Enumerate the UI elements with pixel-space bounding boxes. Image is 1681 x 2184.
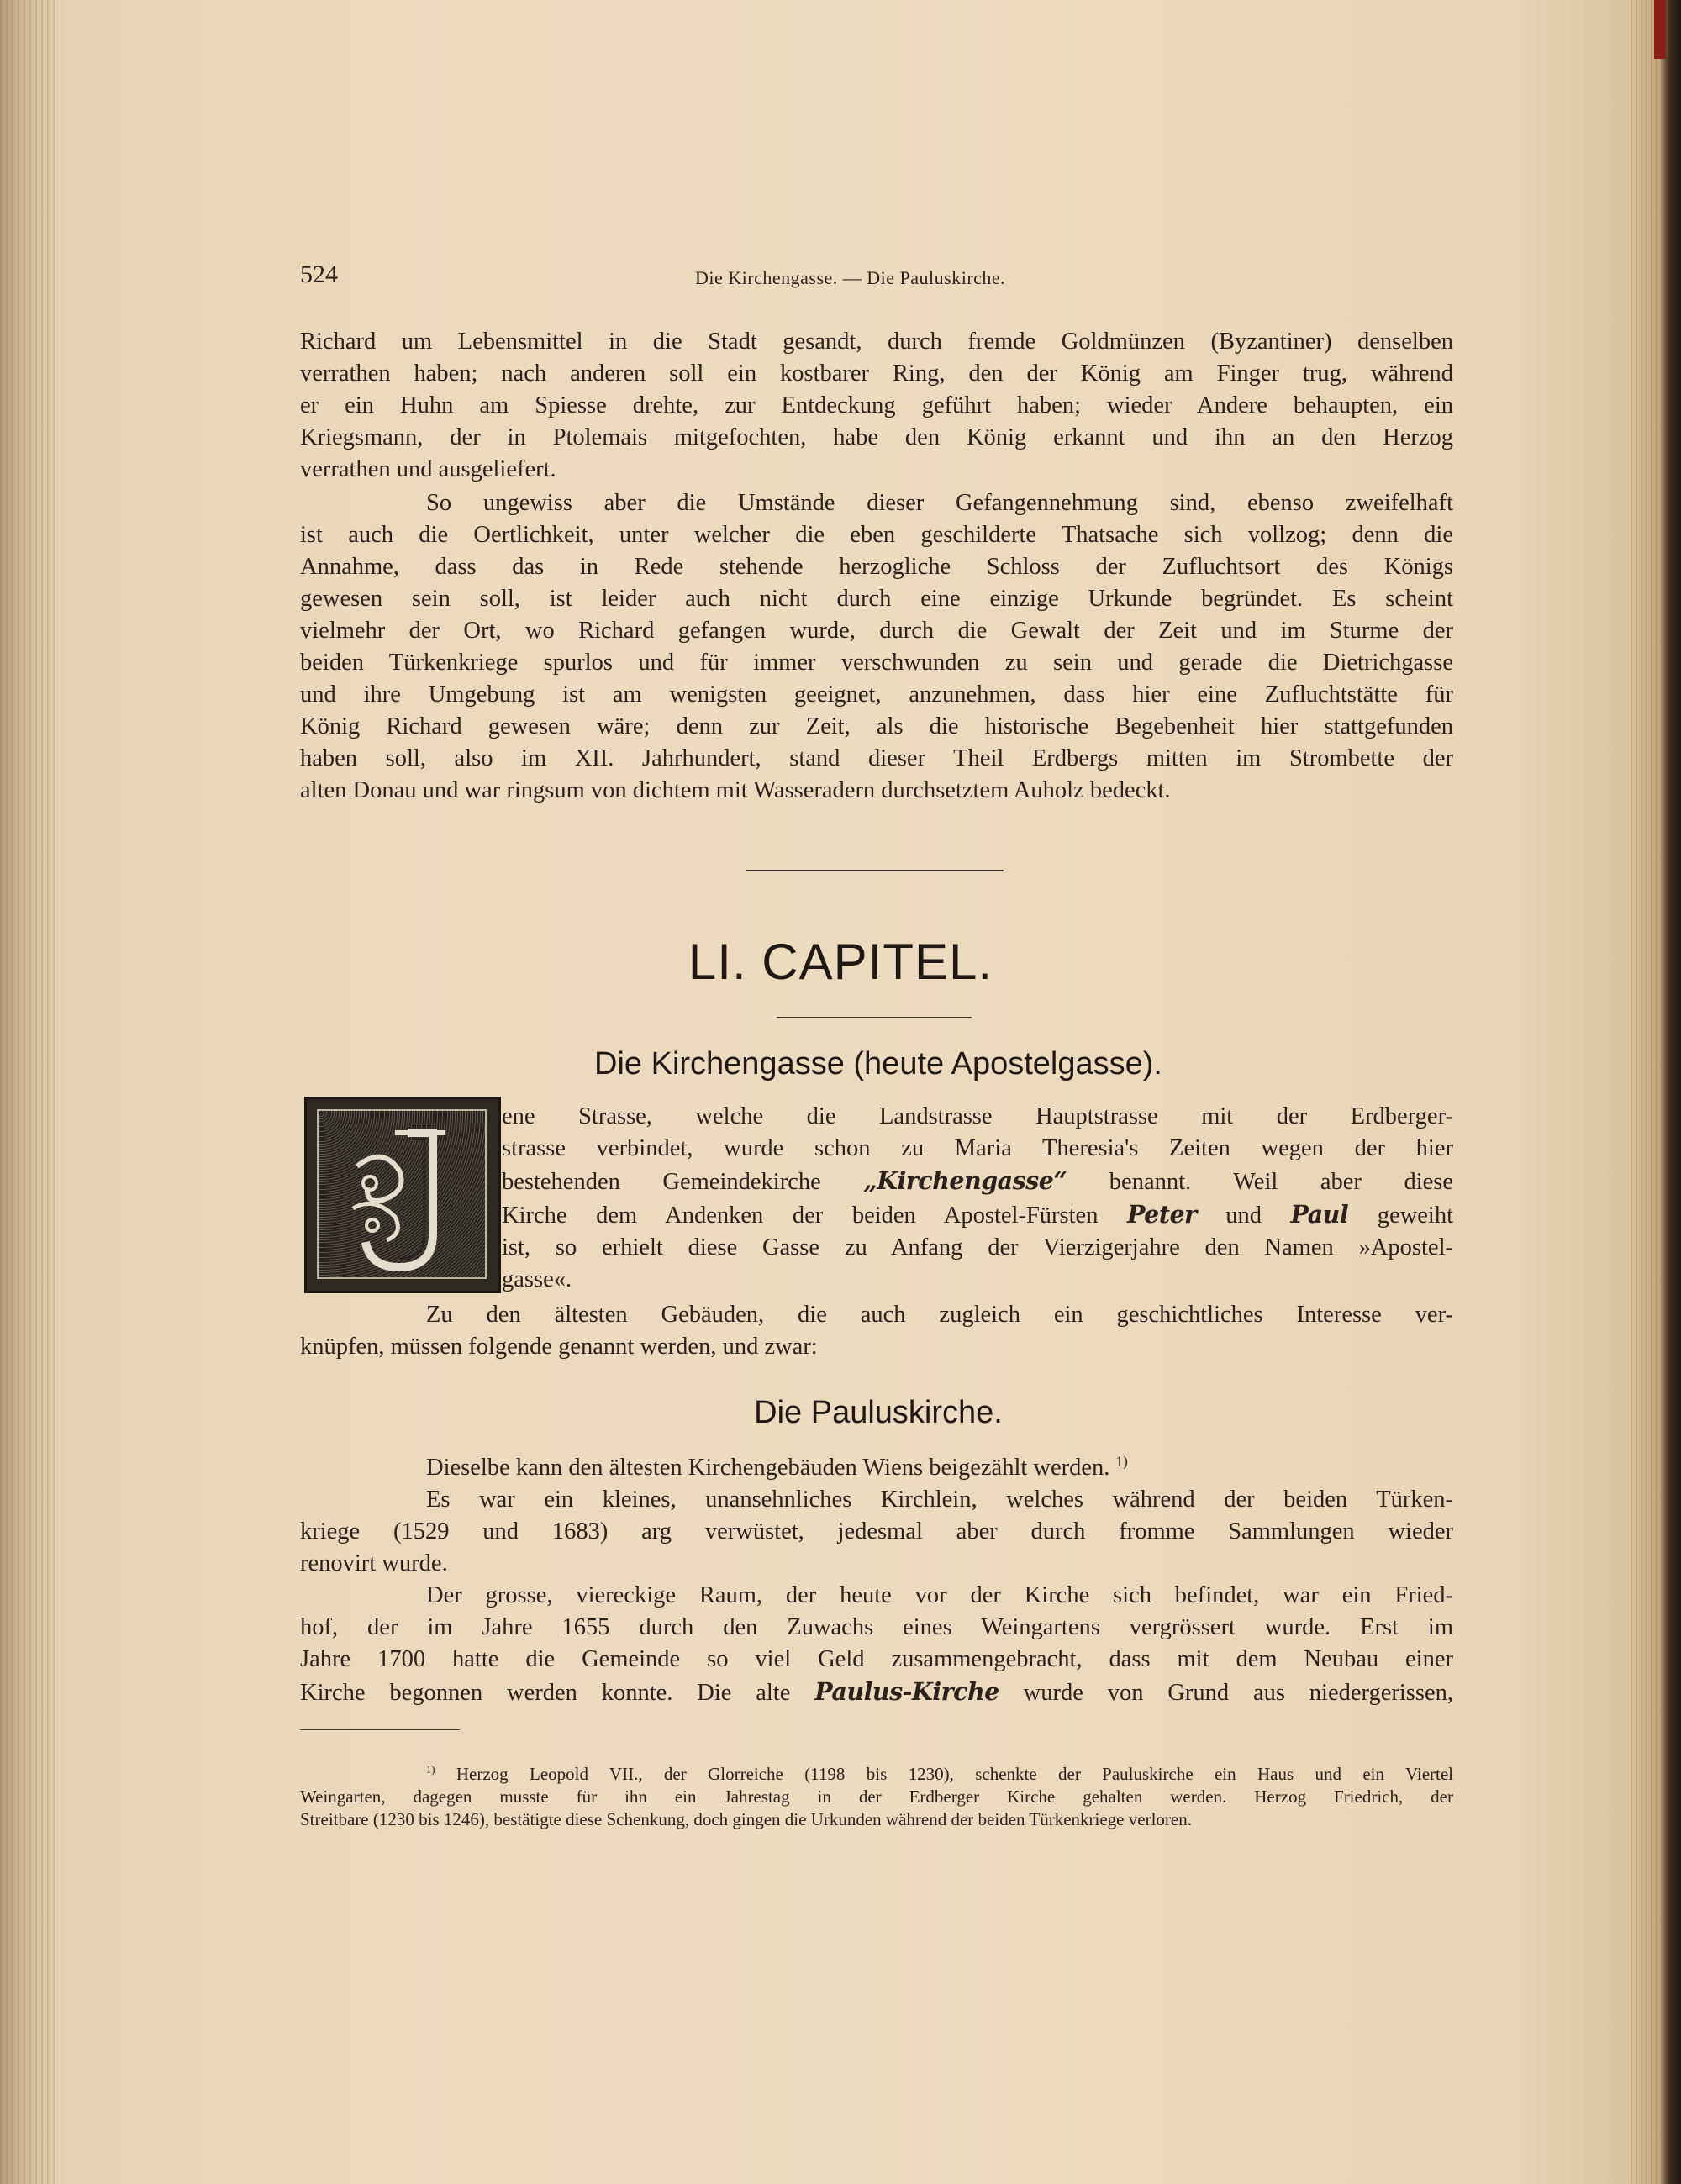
text-line: gewesen sein soll, ist leider auch nicht durch eine einzige Urkunde begründet. Es scheint — [300, 586, 1453, 612]
text-line: verrathen und ausgeliefert. — [300, 456, 556, 482]
text-segment: und — [1196, 1203, 1291, 1229]
left-page-edge — [0, 0, 59, 2184]
fraktur-name-paul: Paul — [1290, 1200, 1349, 1229]
buildings-paragraph — [300, 1299, 1453, 1363]
section-divider — [746, 870, 1004, 871]
text-segment: Herzog Leopold VII., der Glorreiche (1198 bis 1230), schenkte der Pauluskirche ein Haus und ein Viertel — [435, 1764, 1453, 1784]
footnote-line: Weingarten, dagegen musste für ihn ein Jahrestag in der Erdberger Kirche gehalten werden. Herzog Friedrich, der — [300, 1787, 1453, 1807]
footnote-rule — [300, 1729, 460, 1730]
text-line: beiden Türkenkriege spurlos und für immer verschwunden zu sein und gerade die Dietrichgasse — [300, 650, 1453, 676]
footnote-reference[interactable]: 1) — [1115, 1453, 1128, 1470]
text-line: kriege (1529 und 1683) arg verwüstet, jedesmal aber durch fromme Sammlungen wieder — [300, 1518, 1453, 1545]
intro-paragraph — [300, 326, 1453, 486]
ribbon-marker — [1654, 0, 1666, 59]
text-line: hof, der im Jahre 1655 durch den Zuwachs eines Weingartens vergrössert wurde. Erst im — [300, 1614, 1453, 1640]
text-line: Richard um Lebensmittel in die Stadt gesandt, durch fremde Goldmünzen (Byzantiner) denselben — [300, 329, 1453, 355]
decorative-initial — [304, 1097, 501, 1293]
text-line: haben soll, also im XII. Jahrhundert, stand dieser Theil Erdbergs mitten im Strombette der — [300, 745, 1453, 771]
text-line: und ihre Umgebung ist am wenigsten geeignet, anzunehmen, dass hier eine Zufluchtstätte für — [300, 682, 1453, 708]
right-page-edge — [1631, 0, 1668, 2184]
initial-letter-graphic — [307, 1099, 498, 1291]
running-title: Die Kirchengasse. — Die Pauluskirche. — [695, 267, 1006, 288]
text-segment: Dieselbe kann den ältesten Kirchengebäuden Wiens beigezählt werden. — [426, 1455, 1110, 1481]
footnote-line — [300, 1763, 1453, 1786]
text-line: alten Donau und war ringsum von dichtem mit Wasseradern durchsetztem Auholz bedeckt. — [300, 777, 1171, 803]
text-line: ist auch die Oertlichkeit, unter welcher die eben geschilderte Thatsache sich vollzog; denn die — [300, 522, 1453, 548]
fraktur-street-name: „Kirchengasse“ — [863, 1166, 1067, 1195]
text-line: verrathen haben; nach anderen soll ein kostbarer Ring, den der König am Finger trug, während — [300, 360, 1453, 387]
second-paragraph — [300, 487, 1453, 807]
fraktur-church-name: Paulus-Kirche — [814, 1677, 999, 1706]
chapter-opening-paragraph — [502, 1101, 1453, 1296]
pauluskirche-paragraph-1 — [300, 1452, 1453, 1484]
text-line: Jahre 1700 hatte die Gemeinde so viel Geld zusammengebracht, dass mit dem Neubau einer — [300, 1646, 1453, 1672]
page-number: 524 — [300, 261, 338, 288]
footnote-line: Streitbare (1230 bis 1246), bestätigte diese Schenkung, doch gingen die Urkunden während der beiden Türkenkriege verloren. — [300, 1809, 1192, 1829]
chapter-title-rule — [777, 1017, 972, 1018]
text-segment: bestehenden Gemeindekirche — [502, 1169, 864, 1195]
text-line: So ungewiss aber die Umstände dieser Gefangennehmung sind, ebenso zweifelhaft — [426, 490, 1453, 516]
text-line: Zu den ältesten Gebäuden, die auch zugleich ein geschichtliches Interesse ver- — [426, 1302, 1453, 1328]
running-head — [300, 261, 1453, 294]
pauluskirche-title: Die Pauluskirche. — [754, 1395, 1003, 1430]
text-line: er ein Huhn am Spiesse drehte, zur Entdeckung geführt haben; wieder Andere behaupten, ein — [300, 392, 1453, 418]
text-line — [502, 1198, 1453, 1232]
pauluskirche-paragraph-3 — [300, 1580, 1453, 1709]
text-segment: wurde von Grund aus niedergerissen, — [999, 1680, 1453, 1706]
text-line: gasse«. — [502, 1266, 572, 1292]
text-line: strasse verbindet, wurde schon zu Maria Theresia's Zeiten wegen der hier — [502, 1135, 1453, 1161]
footnote-marker: 1) — [426, 1764, 435, 1776]
text-line — [502, 1165, 1453, 1198]
text-line: ene Strasse, welche die Landstrasse Hauptstrasse mit der Erdberger- — [502, 1103, 1453, 1129]
text-line — [300, 1452, 1453, 1484]
text-line: Annahme, dass das in Rede stehende herzogliche Schloss der Zufluchtsort des Königs — [300, 554, 1453, 580]
text-segment: Kirche dem Andenken der beiden Apostel-Fürsten — [502, 1203, 1128, 1229]
text-line: knüpfen, müssen folgende genannt werden, und zwar: — [300, 1334, 818, 1360]
fraktur-name-peter: Peter — [1127, 1200, 1197, 1229]
text-line: Kriegsmann, der in Ptolemais mitgefochten, habe den König erkannt und ihn an den Herzog — [300, 424, 1453, 450]
text-line: ist, so erhielt diese Gasse zu Anfang der Vierzigerjahre den Namen »Apostel- — [502, 1234, 1453, 1260]
text-line: renovirt wurde. — [300, 1550, 448, 1576]
text-line: König Richard gewesen wäre; denn zur Zeit, als die historische Begebenheit hier stattgefunden — [300, 713, 1453, 739]
text-segment: geweiht — [1348, 1203, 1454, 1229]
text-line: Es war ein kleines, unansehnliches Kirchlein, welches während der beiden Türken- — [426, 1487, 1453, 1513]
text-line — [300, 1676, 1453, 1709]
chapter-title: LI. CAPITEL. — [688, 934, 993, 990]
text-line: vielmehr der Ort, wo Richard gefangen wurde, durch die Gewalt der Zeit und im Sturme der — [300, 618, 1453, 644]
text-segment: Kirche begonnen werden konnte. Die alte — [300, 1680, 815, 1706]
text-line: Der grosse, viereckige Raum, der heute vor der Kirche sich befindet, war ein Fried- — [426, 1582, 1453, 1608]
footnote — [300, 1763, 1453, 1831]
section-title: Die Kirchengasse (heute Apostelgasse). — [594, 1046, 1162, 1081]
pauluskirche-paragraph-2 — [300, 1484, 1453, 1580]
text-segment: benannt. Weil aber diese — [1067, 1169, 1453, 1195]
